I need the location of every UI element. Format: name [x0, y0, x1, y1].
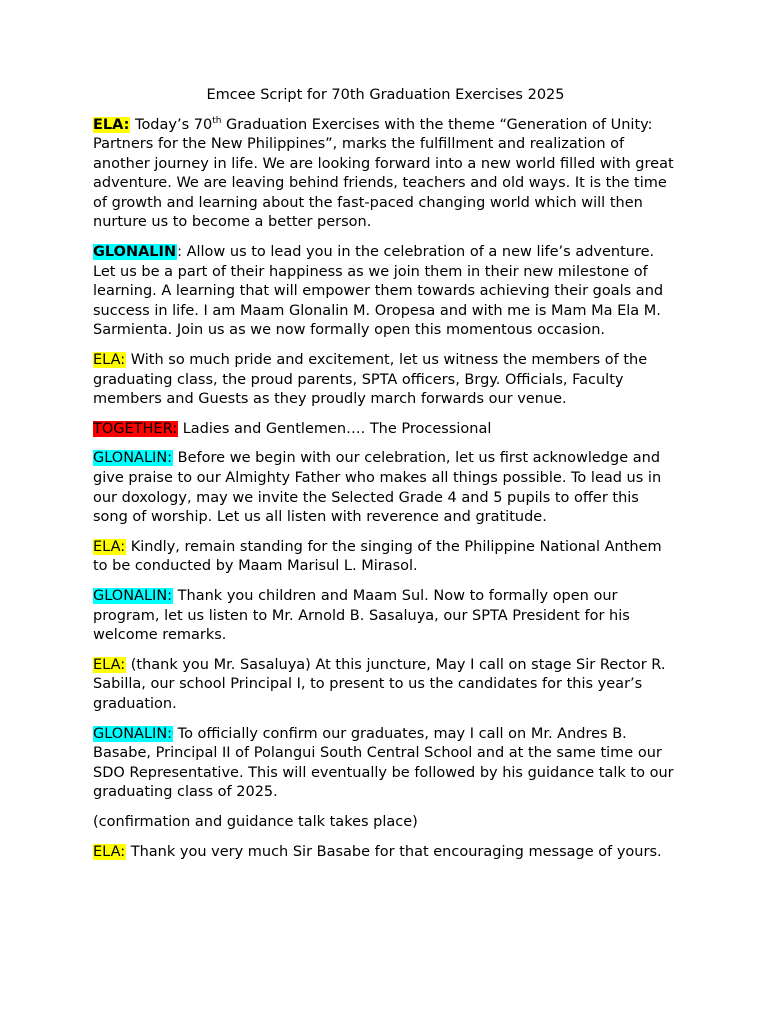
paragraph-text: To officially confirm our graduates, may I call on Mr. Andres B. Basabe, Principal II of Polangui South Central School and at the same time our SDO Representative. This will eventually be followed by his guidance talk to our graduating class of 2025.	[93, 725, 674, 801]
paragraph-text: Thank you very much Sir Basabe for that encouraging message of yours.	[126, 843, 662, 860]
script-paragraph	[93, 116, 678, 234]
speaker-label-ela: ELA:	[93, 352, 126, 369]
speaker-label-ela: ELA:	[93, 116, 130, 133]
script-paragraph	[93, 656, 678, 715]
speaker-label-ela: ELA:	[93, 656, 126, 673]
paragraph-text: Kindly, remain standing for the singing of the Philippine National Anthem to be conducted by Maam Marisul L. Mirasol.	[93, 538, 662, 575]
stage-direction	[93, 813, 678, 833]
paragraph-text: Today’s 70	[130, 116, 213, 133]
speaker-label-together: TOGETHER:	[93, 420, 178, 437]
speaker-label-ela: ELA:	[93, 843, 126, 860]
paragraph-text: Before we begin with our celebration, let us first acknowledge and give praise to our Almighty Father who makes all things possible. To lead us in our doxology, may we invite the Selected Grade 4 and 5 pupils to offer this song of worship. Let us all listen with reverence and gratitude.	[93, 450, 662, 526]
speaker-label-glonalin: GLONALIN	[93, 244, 177, 261]
script-paragraph	[93, 725, 678, 803]
paragraph-text: Graduation Exercises with the theme “Generation of Unity: Partners for the New Philippines”, marks the fulfillment and realization of another journey in life. We are looking forward into a new world filled with great adventure. We are leaving behind friends, teachers and old ways. It is the time of growth and learning about the fast-paced changing world which will then nurture us to become a better person.	[93, 116, 674, 231]
paragraph-text: With so much pride and excitement, let us witness the members of the graduating class, the proud parents, SPTA officers, Brgy. Officials, Faculty members and Guests as they proudly march forwards our venue.	[93, 352, 648, 408]
script-paragraph	[93, 420, 678, 440]
paragraph-text: : Allow us to lead you in the celebration of a new life’s adventure. Let us be a part of their happiness as we join them in their new milestone of learning. A learning that will empower them towards achieving their goals and success in life. I am Maam Glonalin M. Oropesa and with me is Mam Ma Ela M. Sarmienta. Join us as we now formally open this momentous occasion.	[93, 244, 664, 339]
paragraph-text: (confirmation and guidance talk takes place)	[93, 813, 418, 830]
script-paragraph	[93, 243, 678, 341]
speaker-label-ela: ELA:	[93, 538, 126, 555]
script-paragraph	[93, 351, 678, 410]
paragraph-text: Thank you children and Maam Sul. Now to formally open our program, let us listen to Mr. Arnold B. Sasaluya, our SPTA President for his welcome remarks.	[93, 587, 630, 644]
speaker-label-glonalin: GLONALIN:	[93, 725, 173, 742]
paragraph-text: Ladies and Gentlemen…. The Processional	[178, 420, 492, 437]
speaker-label-glonalin: GLONALIN:	[93, 450, 173, 467]
document-title: Emcee Script for 70th Graduation Exercises 2025	[206, 87, 565, 103]
script-paragraph	[93, 587, 678, 646]
script-paragraph	[93, 449, 678, 527]
script-paragraph	[93, 843, 678, 863]
document-page	[93, 86, 678, 872]
ordinal-suffix: th	[212, 115, 222, 126]
paragraph-text: (thank you Mr. Sasaluya) At this juncture, May I call on stage Sir Rector R. Sabilla, our school Principal I, to present to us the candidates for this year’s graduation.	[93, 656, 666, 712]
script-paragraph	[93, 538, 678, 577]
speaker-label-glonalin: GLONALIN:	[93, 587, 173, 604]
